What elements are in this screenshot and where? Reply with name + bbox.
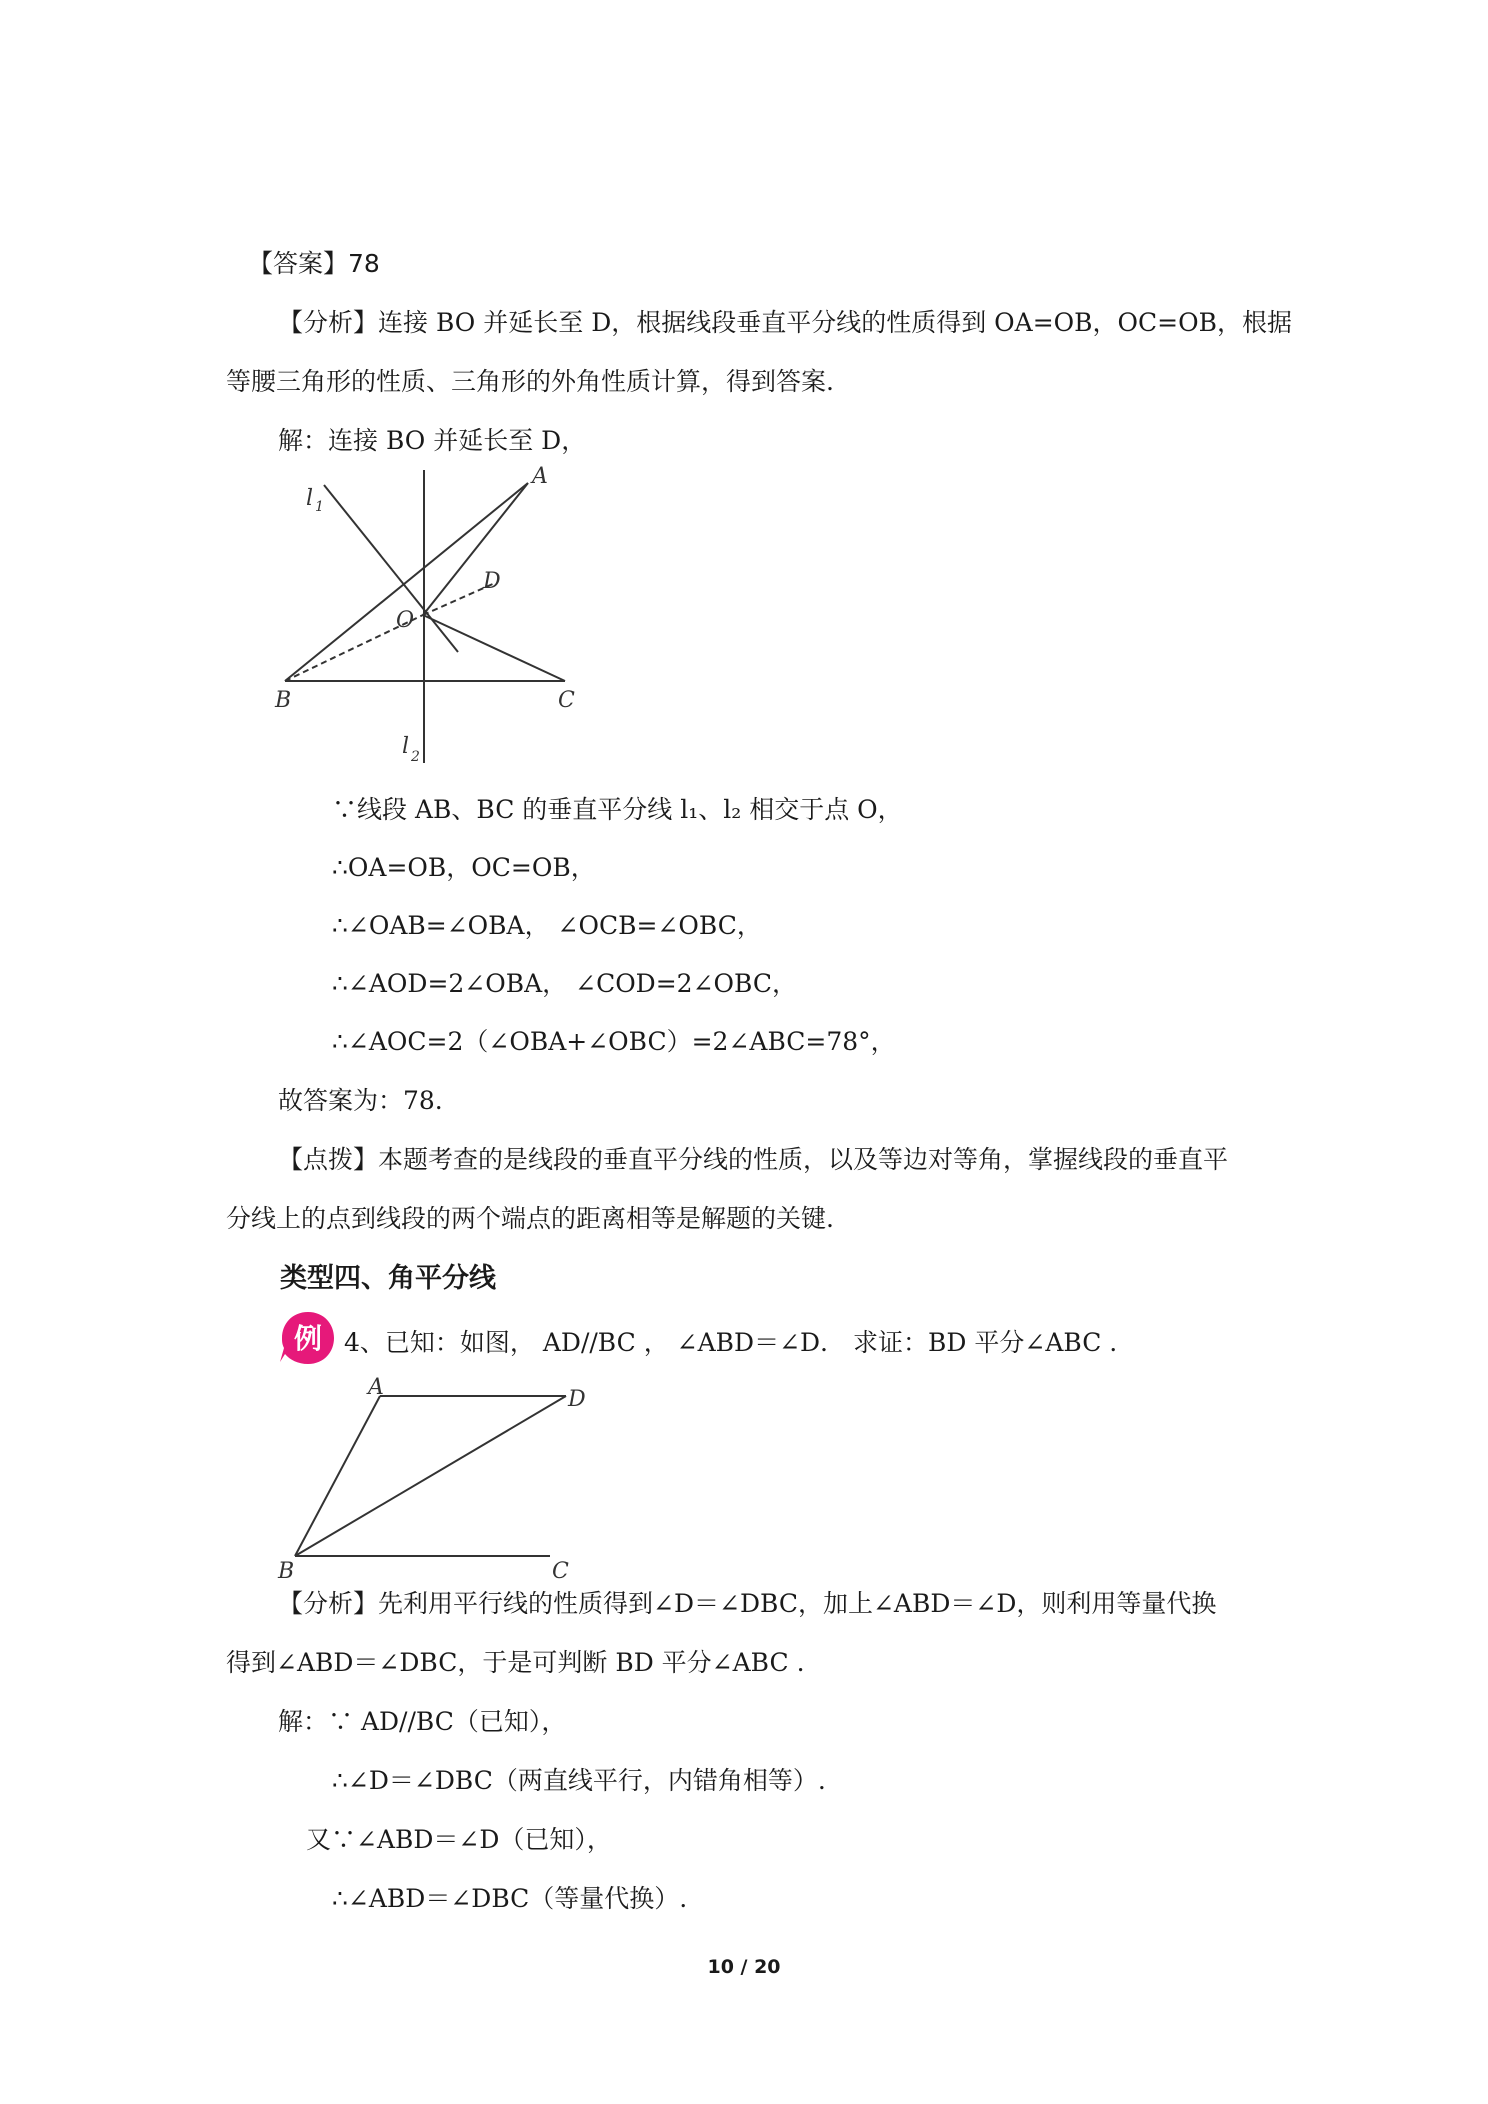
analysis-label: 【分析】: [278, 308, 379, 337]
segment-oc: [423, 615, 565, 681]
label-d: D: [568, 1387, 586, 1412]
analysis2-label: 【分析】: [278, 1589, 379, 1618]
label-l2: l: [402, 734, 410, 759]
label-l1-sub: 1: [315, 499, 324, 515]
label-l1: l: [306, 486, 314, 511]
line-l1: [324, 485, 458, 652]
solution-step-1: ∵线段 AB、BC 的垂直平分线 l₁、l₂ 相交于点 O，: [332, 795, 903, 824]
label-l2-sub: 2: [411, 749, 420, 765]
solution-step-4: ∴∠AOD=2∠OBA， ∠COD=2∠OBC，: [332, 969, 797, 998]
label-b: B: [275, 688, 292, 713]
tip-line-2: 分线上的点到线段的两个端点的距离相等是解题的关键.: [226, 1204, 834, 1233]
analysis2-line-1: [278, 1584, 1216, 1620]
solution2-line-4: ∴∠ABD＝∠DBC（等量代换）.: [332, 1884, 688, 1913]
analysis2-line-2: 得到∠ABD＝∠DBC，于是可判断 BD 平分∠ABC .: [226, 1648, 805, 1677]
solution-step-5: ∴∠AOC=2（∠OBA+∠OBC）=2∠ABC=78°，: [332, 1027, 896, 1056]
analysis-text: 连接 BO 并延长至 D，根据线段垂直平分线的性质得到 OA=OB，OC=OB，根据: [378, 308, 1292, 337]
label-c: C: [558, 688, 575, 713]
solution2-line-3: 又∵∠ABD＝∠D（已知），: [306, 1825, 612, 1854]
example-text: 4、已知：如图， AD//BC ， ∠ABD＝∠D． 求证：BD 平分∠ABC .: [344, 1328, 1118, 1357]
figure-perpendicular-bisectors: [260, 455, 600, 785]
example-badge: [278, 1308, 338, 1368]
figure-parallel-lines: [268, 1372, 608, 1582]
answer-value: 78: [348, 249, 380, 278]
tip-label: 【点拨】: [278, 1145, 379, 1174]
section-title: 类型四、角平分线: [280, 1263, 496, 1294]
solution-step-2: ∴OA=OB，OC=OB，: [332, 853, 596, 882]
label-o: O: [396, 608, 415, 633]
solution2-line-2: ∴∠D＝∠DBC（两直线平行，内错角相等）.: [332, 1766, 826, 1795]
example-badge-text: 例: [293, 1322, 323, 1355]
solution2-line-1: 解：∵ AD//BC（已知），: [278, 1707, 567, 1736]
analysis-line-1: [278, 303, 1292, 339]
label-a: A: [532, 464, 548, 489]
example-badge-icon: [278, 1308, 338, 1368]
answer-label: 【答案】: [248, 249, 349, 278]
solution-step-3: ∴∠OAB=∠OBA， ∠OCB=∠OBC，: [332, 911, 762, 940]
analysis-line-2: 等腰三角形的性质、三角形的外角性质计算，得到答案.: [226, 367, 834, 396]
solution-conclusion: 故答案为：78.: [278, 1086, 443, 1115]
label-a: A: [368, 1375, 384, 1400]
segment-oa: [423, 483, 528, 615]
tip-text: 本题考查的是线段的垂直平分线的性质，以及等边对等角，掌握线段的垂直平: [378, 1145, 1229, 1174]
label-c: C: [552, 1559, 569, 1582]
answer-line: [248, 244, 380, 280]
solution-intro: 解：连接 BO 并延长至 D，: [278, 426, 587, 455]
segment-bd: [295, 1396, 566, 1556]
page-number: 10 / 20: [707, 1956, 781, 1978]
analysis2-text: 先利用平行线的性质得到∠D＝∠DBC，加上∠ABD＝∠D，则利用等量代换: [378, 1589, 1217, 1618]
tip-line-1: [278, 1140, 1228, 1176]
label-d: D: [483, 569, 501, 594]
label-b: B: [278, 1559, 295, 1582]
